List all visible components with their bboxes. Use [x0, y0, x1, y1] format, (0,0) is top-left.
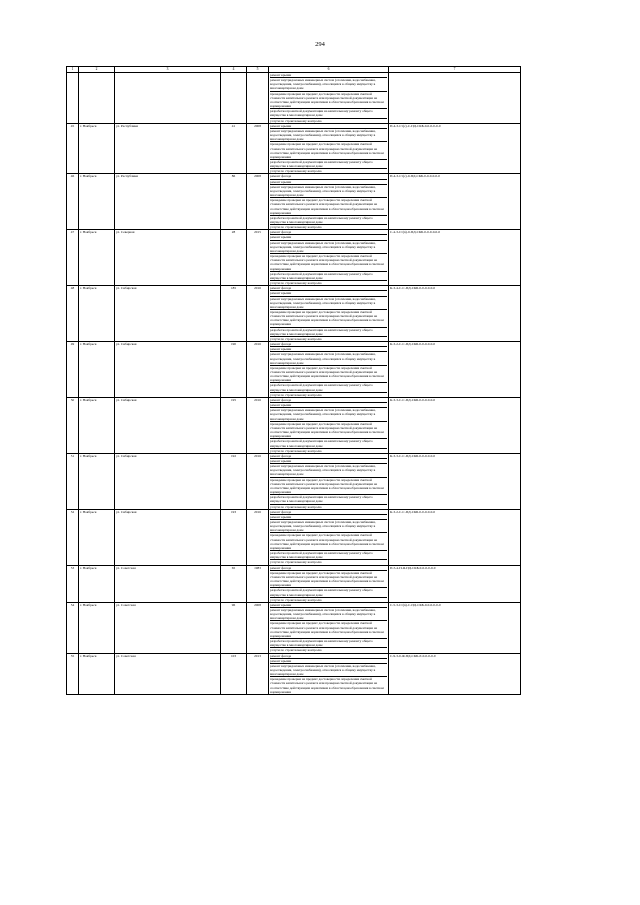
work-item: ремонт фасада	[270, 510, 387, 515]
works-cell	[269, 653, 389, 694]
table-row	[67, 509, 521, 565]
work-item: разработка проектной документации на капитальному ремонту общего имущества в многоквартирном доме	[270, 495, 387, 504]
city-cell: г. Ноябрьск	[79, 653, 115, 694]
street-cell: ул. Сибирская	[115, 342, 221, 398]
work-item: разработка проектной документации на капитальному ремонту общего имущества в многоквартирном доме	[270, 109, 387, 118]
city-cell: г. Ноябрьск	[79, 123, 115, 174]
work-item: проведение проверки на предмет достоверности определения сметной стоимости капитального ремонта или проверки сметной документации на соответствие действующим нормативам в области ценообразования в сметном нормировании	[270, 142, 387, 160]
work-item: услуги по строительному контролю	[270, 560, 322, 565]
work-item: ремонт крыши	[270, 603, 387, 608]
street-cell: ул. Северная	[115, 230, 221, 286]
row-number: 52	[67, 509, 79, 565]
year-cell: 2016	[247, 397, 269, 453]
street-cell: ул. Республики	[115, 123, 221, 174]
work-item: ремонт крыши	[270, 180, 387, 185]
work-item: ремонт крыши	[270, 347, 387, 352]
city-cell: г. Ноябрьск	[79, 230, 115, 286]
column-header: 2	[79, 67, 115, 73]
year-cell: 1983	[247, 565, 269, 602]
work-item: ремонт крыши	[270, 659, 387, 664]
register-table	[66, 66, 521, 695]
year-cell: 2008	[247, 602, 269, 653]
column-header: 7	[389, 67, 521, 73]
row-number: 46	[67, 174, 79, 230]
works-cell	[269, 73, 389, 124]
code-cell: П-4-3-Ст(с)-С-ПД-СКБ-0-0-0-0-0-0	[389, 123, 521, 174]
row-number: 48	[67, 286, 79, 342]
table-row	[67, 174, 521, 230]
work-item: услуги по строительному контролю	[270, 336, 322, 341]
table-row	[67, 286, 521, 342]
works-cell	[269, 565, 389, 602]
work-item: ремонт внутридомовых инженерных систем (отопления, водоснабжения, водоотведения, электроснабжения), относящихся к общему имуществу в многоквартирном доме	[270, 78, 387, 91]
row-number: 51	[67, 453, 79, 509]
table-row	[67, 230, 521, 286]
table-row	[67, 342, 521, 398]
works-cell	[269, 397, 389, 453]
city-cell: г. Ноябрьск	[79, 342, 115, 398]
column-header: 4	[221, 67, 247, 73]
house-cell: 86	[221, 174, 247, 230]
code-cell: П-5-4-П-Я-ПД-СКБ-0-0-0-0-0-0	[389, 565, 521, 602]
row-number: 45	[67, 123, 79, 174]
work-item: ремонт фасада	[270, 174, 387, 179]
work-item: ремонт крыши	[270, 235, 387, 240]
work-item: разработка проектной документации на капитальному ремонту общего имущества в многоквартирном доме	[270, 272, 387, 281]
works-cell	[269, 602, 389, 653]
column-header: 5	[247, 67, 269, 73]
city-cell: г. Ноябрьск	[79, 565, 115, 602]
year-cell: 2016	[247, 342, 269, 398]
code-cell: К-3-2-С-С-ПД-СКБ-0-0-0-0-0-0	[389, 509, 521, 565]
works-cell	[269, 174, 389, 230]
work-item: услуги по строительному контролю	[270, 648, 322, 653]
street-cell: ул. Сибирская	[115, 397, 221, 453]
city-cell: г. Ноябрьск	[79, 174, 115, 230]
year-cell: 2016	[247, 453, 269, 509]
street-cell: ул. Сибирская	[115, 509, 221, 565]
works-cell	[269, 453, 389, 509]
work-item: ремонт крыши	[270, 403, 387, 408]
work-item: ремонт крыши	[270, 515, 387, 520]
code-cell: С-4-3-Ст(п)-0-ПД-СКБ-0-0-0-0-0-0	[389, 230, 521, 286]
work-item: услуги по строительному контролю	[270, 225, 322, 230]
work-item: ремонт фасада	[270, 398, 387, 403]
work-item: проведение проверки на предмет достоверности определения сметной стоимости капитального ремонта или проверки сметной документации на соответствие действующим нормативам в области ценообразования в сметном нормировании	[270, 92, 387, 110]
street-cell: ул. Советская	[115, 602, 221, 653]
works-cell	[269, 230, 389, 286]
house-cell: 28	[221, 230, 247, 286]
year-cell: 2016	[247, 286, 269, 342]
work-item: ремонт крыши	[270, 459, 387, 464]
house-cell: 65	[221, 565, 247, 602]
work-item: услуги по строительному контролю	[270, 504, 322, 509]
code-cell: К-3-3-С-С-ПД-СКБ-0-0-0-0-0-0	[389, 453, 521, 509]
house-cell: 190	[221, 342, 247, 398]
work-item: проведение проверки на предмет достоверности определения сметной стоимости капитального ремонта или проверки сметной документации на соответствие действующим нормативам в области ценообразования в сметном нормировании	[270, 310, 387, 328]
table-row	[67, 653, 521, 694]
work-item: услуги по строительному контролю	[270, 448, 322, 453]
table-row	[67, 602, 521, 653]
work-item: ремонт внутридомовых инженерных систем (отопления, водоснабжения, водоотведения, электроснабжения), относящихся к общему имуществу в многоквартирном доме	[270, 464, 387, 477]
work-item: проведение проверки на предмет достоверности определения сметной стоимости капитального ремонта или проверки сметной документации на соответствие действующим нормативам в области ценообразования в сметном нормировании	[270, 571, 387, 589]
city-cell: г. Ноябрьск	[79, 509, 115, 565]
work-item: разработка проектной документации на капитальному ремонту общего имущества в многоквартирном доме	[270, 551, 387, 560]
table-row	[67, 397, 521, 453]
work-item: ремонт внутридомовых инженерных систем (отопления, водоснабжения, водоотведения, электроснабжения), относящихся к общему имуществу в многоквартирном доме	[270, 608, 387, 621]
work-item: услуги по строительному контролю	[270, 169, 322, 174]
house-cell: 41	[221, 123, 247, 174]
city-cell: г. Ноябрьск	[79, 602, 115, 653]
year-cell	[247, 73, 269, 124]
work-item: проведение проверки на предмет достоверности определения сметной стоимости капитального ремонта или проверки сметной документации на соответствие действующим нормативам в области ценообразования в сметном нормировании	[270, 422, 387, 440]
work-item: разработка проектной документации на капитальному ремонту общего имущества в многоквартирном доме	[270, 160, 387, 169]
work-item: услуги по строительному контролю	[270, 392, 322, 397]
work-item: проведение проверки на предмет достоверности определения сметной стоимости капитального ремонта или проверки сметной документации на соответствие действующим нормативам в области ценообразования в сметном нормировании	[270, 621, 387, 639]
house-cell: 185	[221, 286, 247, 342]
house-cell: 195	[221, 397, 247, 453]
work-item: ремонт фасада	[270, 342, 387, 347]
code-cell: К-3-2-С-С-ПД-СКБ-0-0-0-0-0-0	[389, 342, 521, 398]
city-cell: г. Ноябрьск	[79, 286, 115, 342]
work-item: разработка проектной документации на капитальному ремонту общего имущества в многоквартирном доме	[270, 383, 387, 392]
code-cell: С-5-3-Ст(п)-С-ПД-СКБ-0-0-0-0-0-0	[389, 602, 521, 653]
work-item: разработка проектной документации на капитальному ремонту общего имущества в многоквартирном доме	[270, 439, 387, 448]
work-item: ремонт внутридомовых инженерных систем (отопления, водоснабжения, водоотведения, электроснабжения), относящихся к общему имуществу в многоквартирном доме	[270, 241, 387, 254]
row-number: 50	[67, 397, 79, 453]
column-header: 1	[67, 67, 79, 73]
column-header: 3	[115, 67, 221, 73]
work-item: проведение проверки на предмет достоверности определения сметной стоимости капитального ремонта или проверки сметной документации на соответствие действующим нормативам в области ценообразования в сметном нормировании	[270, 254, 387, 272]
work-item: ремонт фасада	[270, 286, 387, 291]
work-item: ремонт внутридомовых инженерных систем (отопления, водоснабжения, водоотведения, электроснабжения), относящихся к общему имуществу в многоквартирном доме	[270, 352, 387, 365]
code-cell	[389, 73, 521, 124]
work-item: ремонт крыши	[270, 291, 387, 296]
works-cell	[269, 342, 389, 398]
street-cell: ул. Республики	[115, 174, 221, 230]
work-item: ремонт внутридомовых инженерных систем (отопления, водоснабжения, водоотведения, электроснабжения), относящихся к общему имуществу в многоквартирном доме	[270, 408, 387, 421]
work-item: услуги по строительному контролю	[270, 281, 322, 286]
year-cell: 2013	[247, 653, 269, 694]
row-number	[67, 73, 79, 124]
row-number: 49	[67, 342, 79, 398]
work-item: проведение проверки на предмет достоверности определения сметной стоимости капитального ремонта или проверки сметной документации на соответствие действующим нормативам в области ценообразования в сметном нормировании	[270, 366, 387, 384]
work-item: разработка проектной документации на капитальному ремонту общего имущества в многоквартирном доме	[270, 216, 387, 225]
code-cell: К-3-3-С-С-ПД-СКБ-0-0-0-0-0-0	[389, 397, 521, 453]
year-cell: 2016	[247, 509, 269, 565]
table-row	[67, 565, 521, 602]
works-cell	[269, 509, 389, 565]
work-item: ремонт внутридомовых инженерных систем (отопления, водоснабжения, водоотведения, электроснабжения), относящихся к общему имуществу в многоквартирном доме	[270, 129, 387, 142]
work-item: ремонт внутридомовых инженерных систем (отопления, водоснабжения, водоотведения, электроснабжения), относящихся к общему имуществу в многоквартирном доме	[270, 664, 387, 677]
work-item: ремонт внутридомовых инженерных систем (отопления, водоснабжения, водоотведения, электроснабжения), относящихся к общему имуществу в многоквартирном доме	[270, 185, 387, 198]
code-cell: П-4-3-Ст(с)-0-ПД-СКБ-0-0-0-0-0-0	[389, 174, 521, 230]
city-cell	[79, 73, 115, 124]
street-cell: ул. Советская	[115, 565, 221, 602]
city-cell: г. Ноябрьск	[79, 397, 115, 453]
street-cell: ул. Советская	[115, 653, 221, 694]
page-number: 294	[315, 41, 325, 48]
code-cell: С-9-3-0-Ф-ПД-СКБ-Л-0-0-0-0-0	[389, 653, 521, 694]
year-cell: 2008	[247, 123, 269, 174]
work-item: проведение проверки на предмет достоверности определения сметной стоимости капитального ремонта или проверки сметной документации на соответствие действующим нормативам в области ценообразования в сметном нормировании	[270, 478, 387, 496]
code-cell: К-3-4-С-С-ПД-СКБ-0-0-0-0-0-0	[389, 286, 521, 342]
work-item: ремонт фасада	[270, 454, 387, 459]
row-number: 54	[67, 602, 79, 653]
street-cell: ул. Сибирская	[115, 286, 221, 342]
work-item: разработка проектной документации на капитальному ремонту общего имущества в многоквартирном доме	[270, 328, 387, 337]
work-item: ремонт внутридомовых инженерных систем (отопления, водоснабжения, водоотведения, электроснабжения), относящихся к общему имуществу в многоквартирном доме	[270, 297, 387, 310]
table-row	[67, 453, 521, 509]
works-cell	[269, 286, 389, 342]
work-item: ремонт фасада	[270, 654, 387, 659]
house-cell: 96	[221, 602, 247, 653]
work-item: проведение проверки на предмет достоверности определения сметной стоимости капитального ремонта или проверки сметной документации на соответствие действующим нормативам в области ценообразования в сметном нормировании	[270, 533, 387, 551]
table-row	[67, 123, 521, 174]
year-cell: 2015	[247, 230, 269, 286]
works-cell	[269, 123, 389, 174]
year-cell: 2008	[247, 174, 269, 230]
house-cell: 193	[221, 509, 247, 565]
register-table-body	[67, 67, 521, 695]
street-cell: ул. Сибирская	[115, 453, 221, 509]
work-item: услуги по строительному контролю	[270, 118, 322, 123]
work-item: ремонт крыши	[270, 73, 387, 78]
work-item: ремонт крыши	[270, 124, 387, 129]
row-number: 53	[67, 565, 79, 602]
work-item: проведение проверки на предмет достоверности определения сметной стоимости капитального ремонта или проверки сметной документации на соответствие действующим нормативам в области ценообразования в сметном нормировании	[270, 198, 387, 216]
work-item: разработка проектной документации на капитальному ремонту общего имущества в многоквартирном доме	[270, 639, 387, 648]
work-item: ремонт фасада	[270, 230, 387, 235]
work-item: ремонт фасада	[270, 566, 387, 571]
street-cell	[115, 73, 221, 124]
house-cell: 103	[221, 653, 247, 694]
column-header: 6	[269, 67, 389, 73]
row-number: 47	[67, 230, 79, 286]
table-row	[67, 73, 521, 124]
work-item: проведение проверки на предмет достоверности определения сметной стоимости капитального ремонта или проверки сметной документации на соответствие действующим нормативам в области ценообразования в сметном нормировании	[270, 677, 384, 694]
work-item: разработка проектной документации на капитальному ремонту общего имущества в многоквартирном доме	[270, 588, 387, 597]
row-number: 55	[67, 653, 79, 694]
work-item: ремонт внутридомовых инженерных систем (отопления, водоснабжения, водоотведения, электроснабжения), относящихся к общему имуществу в многоквартирном доме	[270, 520, 387, 533]
house-cell: 192	[221, 453, 247, 509]
work-item: услуги по строительному контролю	[270, 597, 322, 602]
city-cell: г. Ноябрьск	[79, 453, 115, 509]
house-cell	[221, 73, 247, 124]
